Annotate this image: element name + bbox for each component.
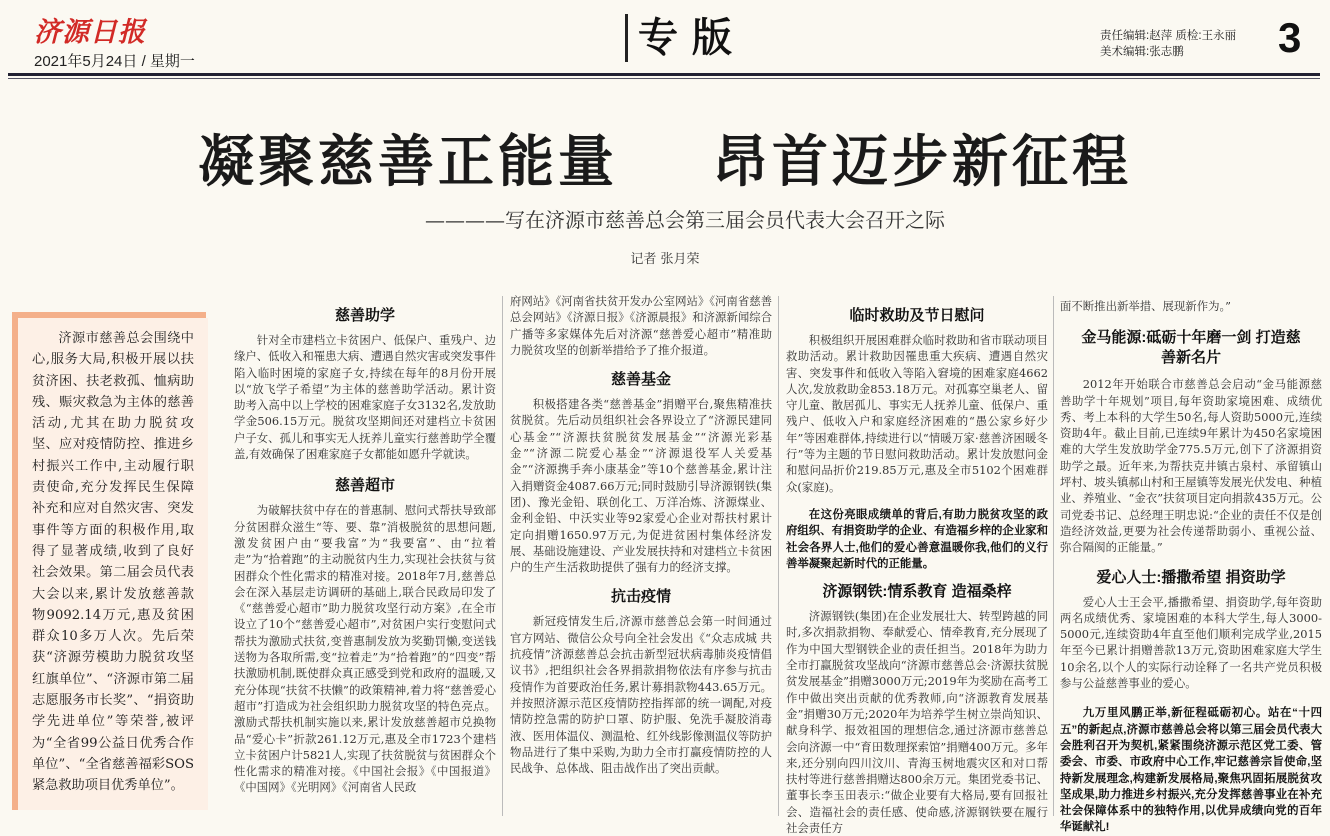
paragraph: 爱心人士王会平,播撒希望、捐资助学,每年资助两名成绩优秀、家境困难的本科大学生,每人3000-5000元,连续资助4年直至他们顺利完成学业,2015年至今已累计捐赠善款13万元,资助困难家庭大学生10余名,以个人的实际行动诠释了一名共产党员积极参与公益慈善事业的爱心。 — [1060, 594, 1322, 691]
page-number: 3 — [1278, 14, 1302, 61]
column-4 — [1060, 298, 1322, 834]
masthead-rule — [8, 73, 1320, 76]
editor-credits — [1100, 28, 1236, 60]
column-divider — [778, 296, 779, 816]
column-divider — [1053, 296, 1054, 816]
section-heading-volunteer: 爱心人士:播撒希望 捐资助学 — [1096, 568, 1286, 586]
closing-paragraph: 九万里风鹏正举,新征程砥砺初心。站在“十四五”的新起点,济源市慈善总会将以第三届会员代表大会胜利召开为契机,紧紧围绕济源示范区党工委、管委会、市委、市政府中心工作,牢记慈善宗旨使命,坚持新发展理念,构建新发展格局,聚焦巩固拓展脱贫攻坚成果,助力推进乡村振兴,充分发挥慈善事业在补充社会保障体系中的独特作用,以优异成绩向党的百年华诞献礼! — [1060, 707, 1322, 834]
highlight-paragraph: 在这份亮眼成绩单的背后,有助力脱贫攻坚的政府组织、有捐资助学的企业、有造福乡梓的企业家和社会各界人士,他们的爱心善意温暖你我,他们的义行善举凝聚起新时代的正能量。 — [786, 508, 1048, 570]
section-heading-education: 慈善助学 — [334, 307, 395, 324]
section-heading-steel: 济源钢铁:情系教育 造福桑梓 — [822, 583, 1012, 601]
headline: 凝聚慈善正能量 昂首迈步新征程 — [198, 129, 1132, 195]
subtitle: ————写在济源市慈善总会第三届会员代表大会召开之际 — [425, 208, 945, 232]
section-heading-fund: 慈善基金 — [610, 371, 671, 389]
paragraph: 积极组织开展困难群众临时救助和省市联动项目救助活动。累计救助因罹患重大疾病、遭遇自然灾害、突发事件和低收入等陷入窘境的困难家庭4662人次,发放救助金853.18万元。对孤寡空巢老人、留守儿童、散居孤儿、事实无人抚养儿童、低保户、重残户、低收入户和家庭经济困难的“愚公家乡好少年”等困难群体,持续进行以“情暖万家·慈善济困暖冬行”等为主题的节日慰问救助活动。累计发放慰问金和慰问品折价219.85万元,惠及全市5102个困难群众(家庭)。 — [786, 333, 1049, 494]
newspaper-logo: 济源日报 — [34, 17, 146, 48]
paragraph: 为破解扶贫中存在的普惠制、慰问式帮扶导致部分贫困群众滋生“等、要、靠”消极脱贫的思想问题,激发贫困户由“要我富”为“我要富”、由“拉着走”为“拾着跑”的主动脱贫内生力,实现社会扶贫与贫困群众个性化需求的精准对接。2018年7月,慈善总会在深入基层走访调研的基础上,联合民政局印发了《“慈善爱心超市”助力脱贫攻坚行动方案》,在全市设立了10个“慈善爱心超市”,对贫困户实行变慰问式帮扶为激励式扶贫,变普惠制发放为奖勤罚懒,变送钱送物为各取所需,变“拉着走”为“拾着跑”的“四变”帮扶激励机制,既使群众真正感受到党和政府的温暖,又充分体现“扶贫不扶懒”的政策精神,着力将“慈善爱心超市”打造成为社会组织助力脱贫攻坚的特色亮点。激励式帮扶机制实施以来,累计发放慈善超市兑换物品“爱心卡”折款261.12万元,惠及全市1723个建档立卡贫困户计5821人,实现了扶贫脱贫与贫困群众个性化需求的精准对接。《中国社会报》《中国报道》《中国网》《光明网》《河南省人民政 — [234, 503, 497, 795]
section-heading-supermarket: 慈善超市 — [334, 477, 395, 495]
paragraph-continued: 府网站》《河南省扶贫开发办公室网站》《河南省慈善总会网站》《济源日报》《济源晨报》和济源新闻综合广播等多家媒体先后对济源“慈善爱心超市”精准助力脱贫攻坚的创新举措给予了推介报道。 — [510, 294, 772, 357]
editor-line-2: 美术编辑:张志鹏 — [1100, 46, 1184, 58]
issue-date: 2021年5月24日 / 星期一 — [34, 53, 195, 70]
section-heading-jinma: 金马能源:砥砺十年磨一剑 打造慈善新名片 — [1081, 329, 1301, 367]
section-heading-epidemic: 抗击疫情 — [610, 588, 671, 606]
intro-text: 济源市慈善总会围绕中心,服务大局,积极开展以扶贫济困、扶老救孤、恤病助残、赈灾救急为主体的慈善活动,尤其在助力脱贫攻坚、应对疫情防控、推进乡村振兴工作中,主动履行职责使命,充分发挥民生保障补充和应对自然灾害、突发事件等方面的积极作用,取得了显著成绩,收到了良好社会效果。第二届会员代表大会以来,累计发放慈善款物9092.14万元,惠及贫困群众10多万人次。先后荣获“济源劳模助力脱贫攻坚红旗单位”、“济源市第二届志愿服务市长奖”、“捐资助学先进单位”等荣誉,被评为“全省99公益日优秀合作单位”、“全省慈善福彩SOS紧急救助项目优秀单位”。 — [32, 331, 194, 794]
column-2 — [510, 293, 772, 820]
byline: 记者 张月荣 — [630, 252, 700, 267]
section-heading-relief: 临时救助及节日慰问 — [849, 307, 985, 324]
paragraph-continued: 面不断推出新举措、展现新作为。” — [1060, 299, 1231, 313]
column-3 — [786, 300, 1049, 836]
section-title: 专 版 — [625, 14, 732, 62]
paragraph: 济源钢铁(集团)在企业发展壮大、转型跨越的同时,多次捐款捐物、奉献爱心、情牵教育,充分展现了作为中国大型钢铁企业的责任担当。2018年为助力全市打赢脱贫攻坚战向“济源市慈善总会·济源扶贫脱贫发展基金”捐赠3000万元;2019年为奖励在高考工作中做出突出贡献的优秀教师,向“济源教育发展基金”捐赠30万元;2020年为培养学生树立崇尚知识、献身科学、报效祖国的理想信念,通过济源市慈善总会向济源一中“育田数理探索馆”捐赠400万元。多年来,还分别向四川汶川、青海玉树地震灾区和对口帮扶村等进行慈善捐赠达800余万元。集团党委书记、董事长李玉田表示:“做企业要有大格局,要有回报社会、造福社会的责任感、使命感,济源钢铁要在履行社会责任方 — [786, 609, 1048, 836]
paragraph: 针对全市建档立卡贫困户、低保户、重残户、边缘户、低收入和罹患大病、遭遇自然灾害或突发事件陷入临时困境的家庭子女,持续在每年的8月份开展以“放飞学子希望”为主体的慈善助学活动。累计资助考入高中以上学校的困难家庭子女3132名,发放助学金506.15万元。脱贫攻坚期间还对建档立卡贫困户子女、孤儿和事实无人抚养儿童实行慈善助学全覆盖,有效确保了困难家庭子女都能如愿升学就读。 — [234, 333, 497, 462]
intro-box — [18, 318, 208, 810]
column-divider — [502, 296, 503, 816]
masthead-rule-thin — [8, 78, 1320, 79]
paragraph: 新冠疫情发生后,济源市慈善总会第一时间通过官方网站、微信公众号向全社会发出《“众志成城 共抗疫情”济源慈善总会抗击新型冠状病毒肺炎疫情倡议书》,把组织社会各界捐款捐物依法有序参与抗击疫情作为首要政治任务,累计募捐款物443.65万元。并按照济源示范区疫情防控指挥部的统一调配,对疫情防控急需的防护口罩、防护服、免洗手凝胶消毒液、医用体温仪、测温枪、红外线影像测温仪等防护物品进行了集中采购,为助力全市打赢疫情防控的人民战争、总体战、阻击战作出了突出贡献。 — [510, 614, 772, 776]
paragraph: 2012年开始联合市慈善总会启动“金马能源慈善助学十年规划”项目,每年资助家境困难、成绩优秀、考上本科的大学生50名,每人资助5000元,连续资助4年。截止目前,已连续9年累计为450名家境困难的大学生发放助学金775.5万元,创下了济源捐资助学之最。近年来,为帮扶克井镇古泉村、承留镇山坪村、坡头镇郝山村和王屋镇等发展光伏发电、种植业、养殖业、“金衣”扶贫项目定向捐款435万元。公司党委书记、总经理王明忠说:“企业的责任不仅是创造经济效益,更要为社会传递帮助弱小、重视公益、弥合隔阂的正能量。” — [1060, 377, 1322, 555]
column-1 — [234, 300, 496, 820]
editor-line-1: 责任编辑:赵萍 质检:王永丽 — [1100, 30, 1237, 42]
paragraph: 积极搭建各类“慈善基金”捐赠平台,聚焦精准扶贫脱贫。先后动员组织社会各界设立了“济源民建同心基金”“济源扶贫脱贫发展基金”“济源光彩基金”“济源二院爱心基金”“济源退役军人关爱基金”“济源携手奔小康基金”等10个慈善基金,累计注入捐赠资金4087.66万元;同时鼓励引导济源钢铁(集团)、豫光金铅、联创化工、万洋冶炼、济源煤业、金利金铅、中沃实业等92家爱心企业对帮扶村累计定向捐赠1650.97万元,为促进贫困村集体经济发展、基础设施建设、产业发展扶持和对建档立卡贫困户的生产生活救助提供了强有力的经济支撑。 — [510, 397, 772, 575]
